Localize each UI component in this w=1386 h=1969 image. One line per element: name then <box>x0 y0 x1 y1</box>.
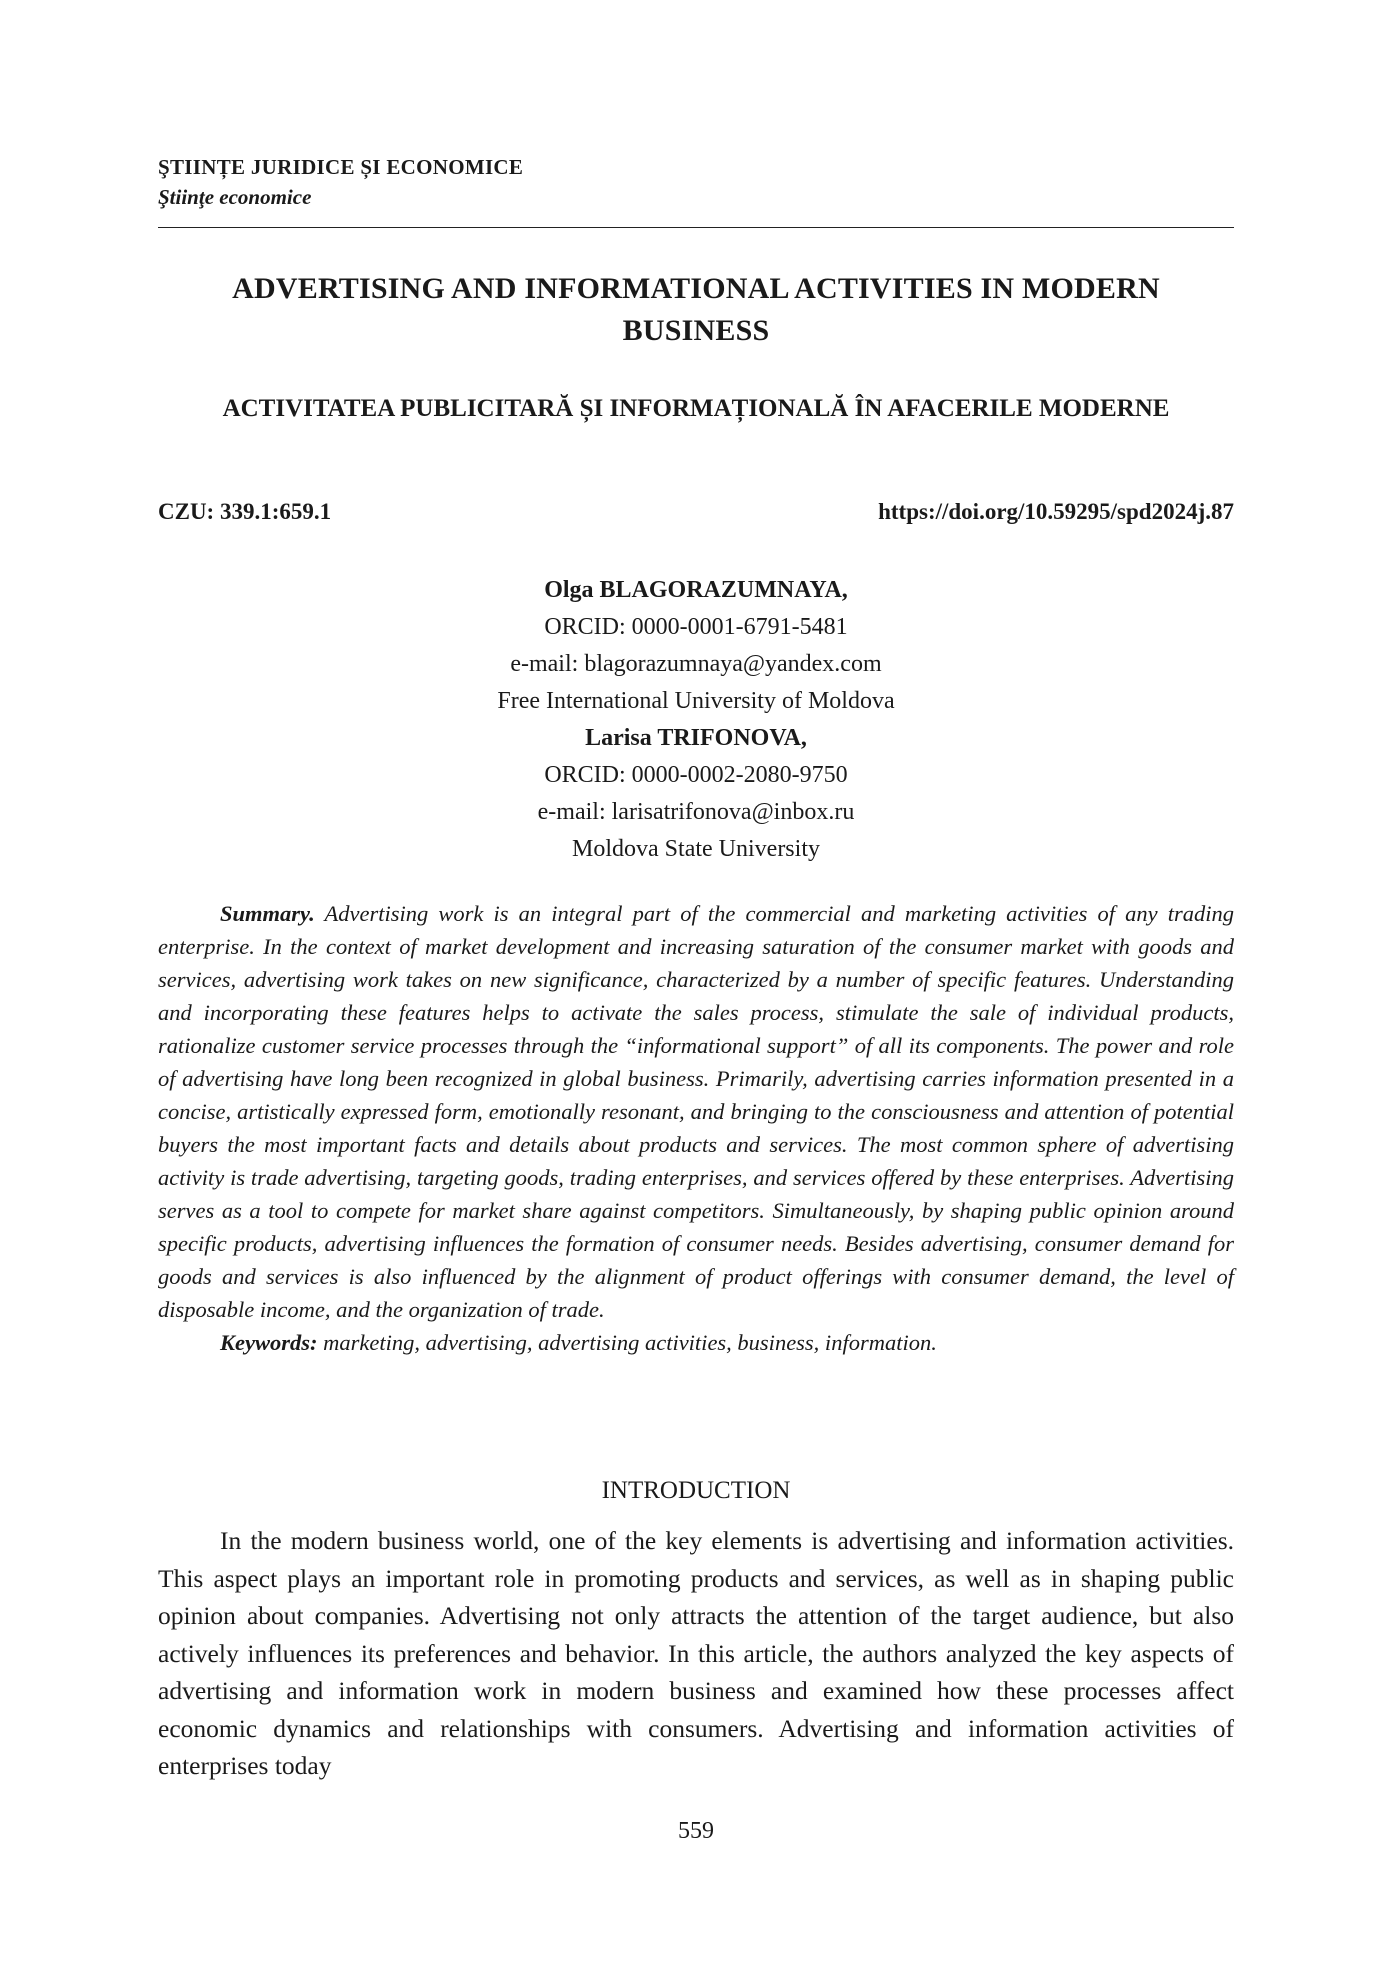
abstract <box>158 897 1234 1359</box>
keywords-text: marketing, advertising, advertising activities, business, information. <box>323 1330 937 1355</box>
doi-link[interactable]: https://doi.org/10.59295/spd2024j.87 <box>878 499 1234 524</box>
author-orcid: ORCID: 0000-0001-6791-5481 <box>544 614 848 640</box>
summary-label: Summary. <box>220 901 315 926</box>
author-affiliation: Moldova State University <box>572 836 820 862</box>
author-orcid: ORCID: 0000-0002-2080-9750 <box>544 762 848 788</box>
title-english: ADVERTISING AND INFORMATIONAL ACTIVITIES IN MODERN BUSINESS <box>232 272 1160 347</box>
title-romanian: ACTIVITATEA PUBLICITARĂ ȘI INFORMAȚIONALĂ ÎN AFACERILE MODERNE <box>222 395 1170 422</box>
keywords-label: Keywords: <box>220 1330 318 1355</box>
author-email: e-mail: blagorazumnaya@yandex.com <box>510 651 882 677</box>
header-divider <box>158 227 1234 228</box>
introduction-paragraph: In the modern business world, one of the key elements is advertising and information activities. This aspect plays an important role in promoting products and services, as well as in shaping public opinion about companies. Advertising not only attracts the attention of the target audience, but also actively influences its preferences and behavior. In this article, the authors analyzed the key aspects of advertising and information work in modern business and examined how these processes affect economic dynamics and relationships with consumers. Advertising and information activities of enterprises today <box>158 1526 1234 1780</box>
author-email: e-mail: larisatrifonova@inbox.ru <box>537 799 855 825</box>
running-header <box>158 152 1234 212</box>
summary-text: Advertising work is an integral part of the commercial and marketing activities of any trading enterprise. In the context of market development and increasing saturation of the consumer market with goods and services, advertising work takes on new significance, characterized by a number of specific features. Understanding and incorporating these features helps to activate the sales process, stimulate the sale of individual products, rationalize customer service processes through the “informational support” of all its components. The power and role of advertising have long been recognized in global business. Primarily, advertising carries information presented in a concise, artistically expressed form, emotionally resonant, and bringing to the consciousness and attention of potential buyers the most important facts and details about products and services. The most common sphere of advertising activity is trade advertising, targeting goods, trading enterprises, and services offered by these enterprises. Advertising serves as a tool to compete for market share against competitors. Simultaneously, by shaping public opinion around specific products, advertising influences the formation of consumer needs. Besides advertising, consumer demand for goods and services is also influenced by the alignment of product offerings with consumer demand, the level of disposable income, and the organization of trade. <box>158 901 1235 1322</box>
header-subsection: Ştiinţe economice <box>158 185 312 209</box>
header-section: ŞTIINȚE JURIDICE ȘI ECONOMICE <box>158 155 524 179</box>
author-affiliation: Free International University of Moldova <box>497 688 895 714</box>
introduction-heading: INTRODUCTION <box>601 1477 791 1504</box>
author-name: Olga BLAGORAZUMNAYA, <box>544 577 848 603</box>
keywords-paragraph <box>158 1326 1234 1359</box>
page-number: 559 <box>678 1818 714 1844</box>
page <box>158 0 1234 1969</box>
czu-code: CZU: 339.1:659.1 <box>158 499 332 524</box>
author-name: Larisa TRIFONOVA, <box>585 725 807 751</box>
authors-block <box>158 572 1234 868</box>
summary-paragraph <box>158 897 1234 1326</box>
